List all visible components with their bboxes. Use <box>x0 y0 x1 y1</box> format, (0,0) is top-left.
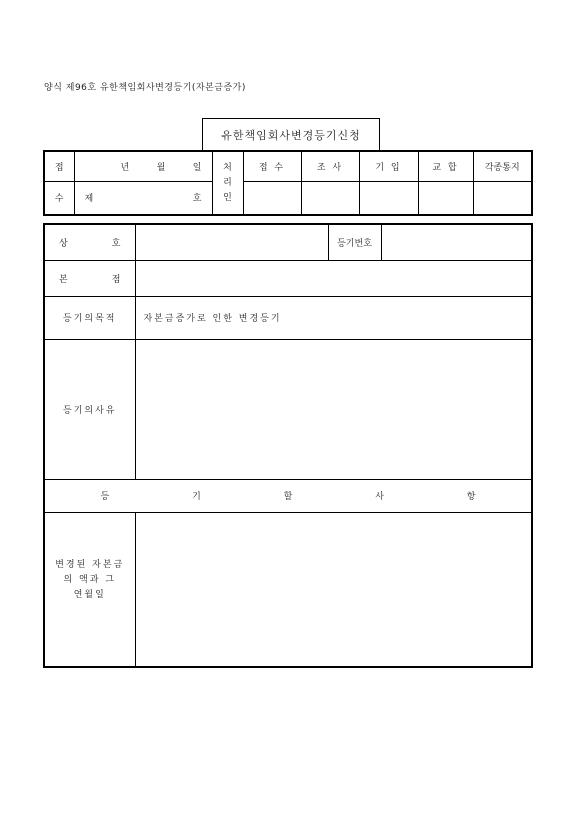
reason-input[interactable] <box>135 339 532 479</box>
stamp-entry[interactable] <box>359 181 418 215</box>
application-table <box>43 223 533 668</box>
form-caption: 양식 제96호 유한책임회사변경등기(자본금증가) <box>44 83 246 93</box>
col-header-receipt: 접 수 <box>243 151 301 181</box>
head-office-label-char1: 본 <box>59 274 68 285</box>
processing-label-line3: 인 <box>223 192 232 203</box>
receipt-date-cell[interactable] <box>74 151 212 181</box>
head-office-label-char2: 점 <box>111 274 121 285</box>
purpose-label: 등기의목적 <box>44 296 135 339</box>
receipt-number-cell[interactable] <box>74 181 212 215</box>
capital-input[interactable] <box>135 512 532 667</box>
company-name-label-char2: 호 <box>111 238 121 249</box>
head-office-input[interactable] <box>135 260 532 296</box>
stamp-receipt[interactable] <box>243 181 301 215</box>
receipt-label-top: 접 <box>44 151 74 181</box>
je-label: 제 <box>84 194 94 205</box>
ho-label: 호 <box>192 194 202 205</box>
capital-label-line1: 변경된 자본금 <box>55 559 125 570</box>
reg-number-input[interactable] <box>381 224 532 260</box>
col-header-notice: 각종통지 <box>473 151 532 181</box>
company-name-input[interactable] <box>135 224 328 260</box>
capital-label-line2: 의 액과 그 <box>63 574 116 585</box>
col-header-review: 조 사 <box>301 151 359 181</box>
head-office-label <box>44 260 135 296</box>
receipt-table <box>43 150 533 216</box>
form-title: 유한책임회사변경등기신청 <box>202 118 380 151</box>
stamp-review[interactable] <box>301 181 359 215</box>
matters-header <box>44 479 532 512</box>
company-name-label-char1: 상 <box>59 238 68 249</box>
matters-header-text: 등 기 할 사 항 <box>100 492 516 502</box>
capital-label <box>44 512 135 667</box>
day-label: 일 <box>192 162 202 173</box>
reg-number-label: 등기번호 <box>328 224 381 260</box>
col-header-entry: 기 입 <box>359 151 418 181</box>
col-header-check: 교 합 <box>418 151 473 181</box>
purpose-value[interactable]: 자본금증가로 인한 변경등기 <box>135 296 532 339</box>
receipt-label-bottom: 수 <box>44 181 74 215</box>
processing-label <box>212 151 243 215</box>
company-name-label <box>44 224 135 260</box>
month-label: 월 <box>156 162 166 173</box>
processing-label-line1: 처 <box>223 162 232 173</box>
capital-label-line3: 연월일 <box>73 589 106 600</box>
year-label: 년 <box>120 162 130 173</box>
processing-label-line2: 리 <box>223 177 232 188</box>
stamp-check[interactable] <box>418 181 473 215</box>
stamp-notice[interactable] <box>473 181 532 215</box>
reason-label: 등기의사유 <box>44 339 135 479</box>
